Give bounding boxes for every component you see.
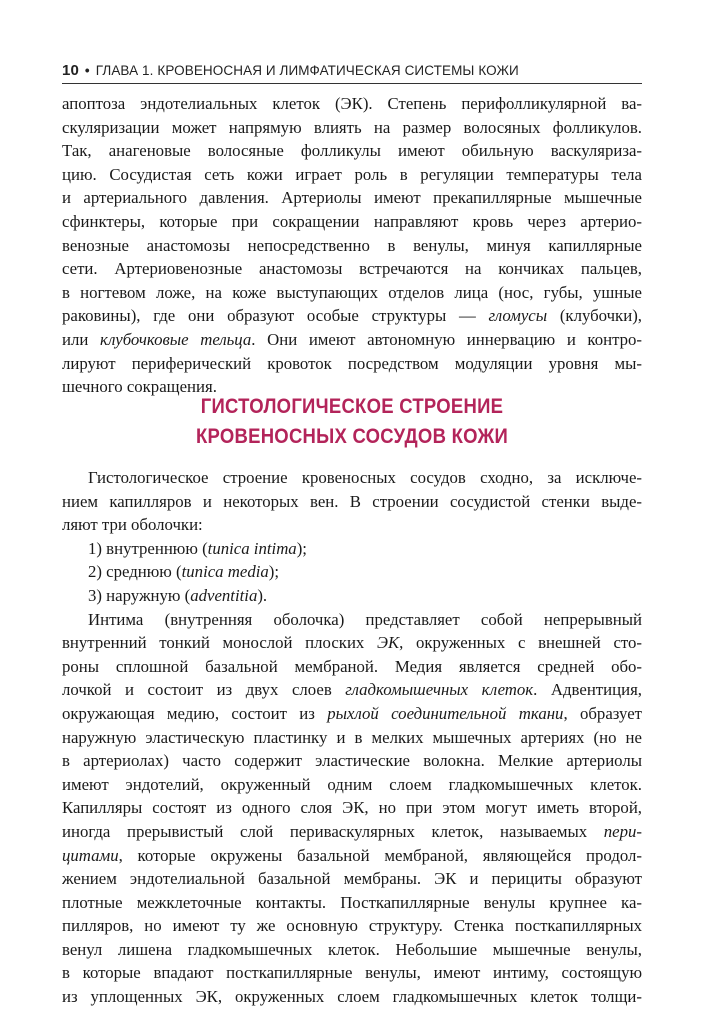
paragraph-1 bbox=[62, 92, 642, 399]
text-line: Интима (внутренняя оболочка) представляет собой непрерывный bbox=[88, 609, 642, 629]
text-line: шечного сокращения. bbox=[62, 377, 217, 397]
text-line: раковины), где они образуют особые структуры — гломусы (клубочки), bbox=[62, 306, 642, 326]
text-line: жением эндотелиальной базальной мембраны. ЭК и перициты образуют bbox=[62, 869, 642, 889]
text-line: наружную эластическую пластинку и в мелких мышечных артериях (но не bbox=[62, 727, 642, 747]
text-line: в артериолах) часто содержит эластические волокна. Мелкие артериолы bbox=[62, 751, 642, 771]
term-smooth-muscle-cells: гладкомышечных клеток bbox=[345, 680, 534, 700]
text-line: скуляризации может напрямую влиять на размер волосяных фолликулов. bbox=[62, 117, 642, 137]
text-line: в ногтевом ложе, на коже выступающих отделов лица (нос, губы, ушные bbox=[62, 282, 642, 302]
text-line: иногда прерывистый слой периваскулярных клеток, называемых пери- bbox=[62, 821, 642, 841]
text-line: сфинктеры, которые при сокращении направляют кровь через артерио- bbox=[62, 211, 642, 231]
text-line: венозные анастомозы непосредственно в венулы, минуя капиллярные bbox=[62, 235, 642, 255]
text-line: внутренний тонкий монослой плоских ЭК, окруженных с внешней сто- bbox=[62, 633, 642, 653]
section-heading bbox=[103, 391, 602, 451]
heading-line-2: КРОВЕНОСНЫХ СОСУДОВ КОЖИ bbox=[195, 424, 509, 448]
list-item: 3) наружную (adventitia). bbox=[88, 585, 268, 605]
text-line: имеют эндотелий, окруженный одним слоем гладкомышечных клеток. bbox=[62, 774, 642, 794]
text-line: из уплощенных ЭК, окруженных слоем гладкомышечных клеток толщи- bbox=[62, 987, 642, 1007]
text-line: окружающая медию, состоит из рыхлой соединительной ткани, образует bbox=[62, 703, 642, 723]
heading-line-1: ГИСТОЛОГИЧЕСКОЕ СТРОЕНИЕ bbox=[200, 394, 504, 418]
text-line: цию. Сосудистая сеть кожи играет роль в регуляции температуры тела bbox=[62, 164, 642, 184]
term-glomerular-bodies: клубочковые тельца bbox=[99, 329, 252, 349]
term-glomus: гломусы bbox=[488, 306, 548, 326]
text-line: Так, анагеновые волосяные фолликулы имеют обильную васкуляриза- bbox=[62, 141, 642, 161]
text-line: плотные межклеточные контакты. Посткапиллярные венулы крупнее ка- bbox=[62, 892, 642, 912]
text-line: Капилляры состоят из одного слоя ЭК, но при этом могут иметь второй, bbox=[62, 798, 642, 818]
text-line: лируют периферический кровоток посредством модуляции уровня мы- bbox=[62, 353, 642, 373]
page-number: 10 bbox=[62, 62, 79, 79]
text-line: пилляров, но имеют ту же основную структуру. Стенка посткапиллярных bbox=[62, 916, 642, 936]
term-pericytes: пери- bbox=[603, 821, 642, 841]
text-line: лочкой и состоит из двух слоев гладкомышечных клеток. Адвентиция, bbox=[62, 680, 642, 700]
text-line: апоптоза эндотелиальных клеток (ЭК). Степень перифолликулярной ва- bbox=[62, 94, 642, 113]
list-item: 1) внутреннюю (tunica intima); bbox=[88, 538, 307, 558]
text-line: в которые впадают посткапиллярные венулы, имеют интиму, состоящую bbox=[62, 963, 642, 983]
running-header bbox=[62, 62, 642, 79]
text-line: сети. Артериовенозные анастомозы встречаются на кончиках пальцев, bbox=[62, 259, 642, 279]
text-line: или клубочковые тельца. Они имеют автономную иннервацию и контро- bbox=[62, 329, 642, 349]
header-bullet: • bbox=[84, 63, 90, 78]
text-line: роны сплошной базальной мембраной. Медия является средней обо- bbox=[62, 656, 642, 676]
term-loose-connective-tissue: рыхлой соединительной ткани bbox=[327, 703, 564, 723]
chapter-title: ГЛАВА 1. КРОВЕНОСНАЯ И ЛИМФАТИЧЕСКАЯ СИСТЕМЫ КОЖИ bbox=[95, 63, 519, 78]
text-line: венул лишена гладкомышечных клеток. Небольшие мышечные венулы, bbox=[62, 939, 642, 959]
text-line: нием капилляров и некоторых вен. В строении сосудистой стенки выде- bbox=[62, 491, 642, 511]
text-line: Гистологическое строение кровеносных сосудов сходно, за исключе- bbox=[88, 468, 642, 487]
header-divider bbox=[62, 83, 642, 84]
paragraph-2 bbox=[62, 466, 642, 1009]
text-line: ляют три оболочки: bbox=[62, 515, 203, 535]
text-line: цитами, которые окружены базальной мембраной, являющейся продол- bbox=[62, 845, 642, 865]
list-item: 2) среднюю (tunica media); bbox=[88, 562, 280, 582]
text-line: и артериального давления. Артериолы имеют прекапиллярные мышечные bbox=[62, 188, 642, 208]
